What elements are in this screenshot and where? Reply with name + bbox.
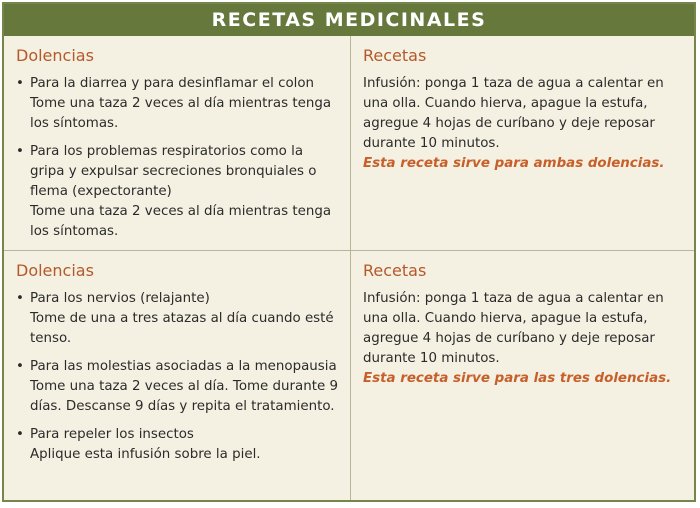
bullet: • [16,291,24,306]
list-item [16,425,338,465]
dosage-note: Tome de una a tres atazas al día cuando esté tenso. [30,311,334,346]
list-item [16,142,338,242]
ailment-text: Para los nervios (relajante) [30,291,210,306]
recetas-heading: Recetas [363,46,427,65]
ailment-text: Para la diarrea y para desinflamar el colon [30,76,315,91]
recipe-emphasis: Esta receta sirve para ambas dolencias. [363,156,665,171]
dosage-note: Aplique esta infusión sobre la piel. [30,447,261,462]
dosage-note: Tome una taza 2 veces al día mientras tenga los síntomas. [30,96,332,131]
recipe-emphasis: Esta receta sirve para las tres dolencias. [363,371,672,386]
ailment-text: Para las molestias asociadas a la menopausia [30,359,337,374]
recetas-cell-2 [351,251,694,500]
list-item [16,289,338,349]
dolencias-cell-1 [4,36,351,251]
recipe-text: Infusión: ponga 1 taza de agua a calentar en una olla. Cuando hierva, apague la estufa, agregue 4 hojas de curíbano y deje reposar durante 10 minutos. [363,291,664,366]
dolencias-cell-2 [4,251,351,500]
recipe-text: Infusión: ponga 1 taza de agua a calentar en una olla. Cuando hierva, apague la estufa, agregue 4 hojas de curíbano y deje reposar durante 10 minutos. [363,76,664,151]
dolencias-heading: Dolencias [16,46,94,65]
ailment-text: Para los problemas respiratorios como la gripa y expulsar secreciones bronquiales o flema (expectorante) [30,144,317,199]
bullet: • [16,359,24,374]
recetas-heading: Recetas [363,261,427,280]
list-item [16,357,338,417]
dolencias-heading: Dolencias [16,261,94,280]
dosage-note: Tome una taza 2 veces al día mientras tenga los síntomas. [30,204,332,239]
bullet: • [16,427,24,442]
recipes-table [2,2,696,502]
bullet: • [16,144,24,159]
recetas-cell-1 [351,36,694,251]
ailment-text: Para repeler los insectos [30,427,194,442]
table-title: RECETAS MEDICINALES [4,4,694,36]
bullet: • [16,76,24,91]
list-item [16,74,338,134]
dosage-note: Tome una taza 2 veces al día. Tome durante 9 días. Descanse 9 días y repita el tratamiento. [30,379,338,414]
